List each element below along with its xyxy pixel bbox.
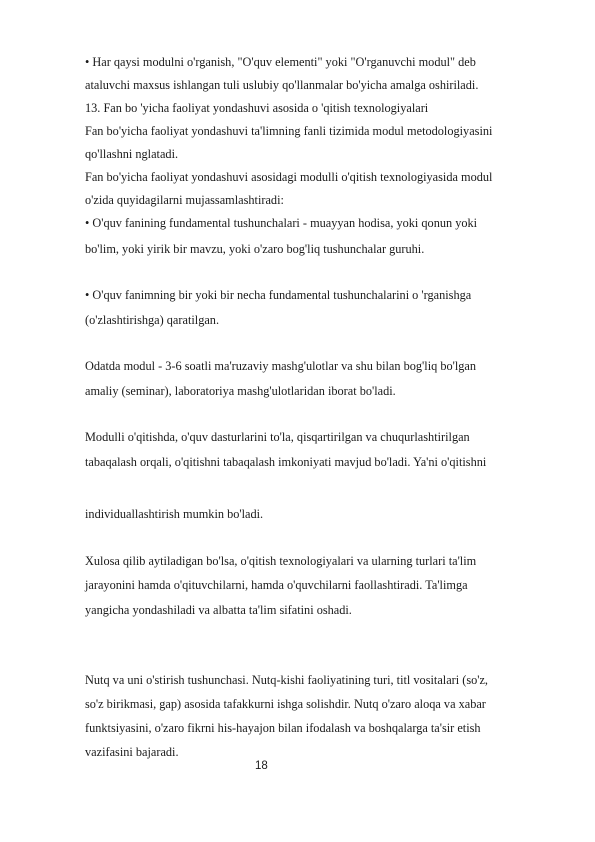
text-line: o'zida quyidagilarni mujassamlashtiradi: (85, 193, 284, 207)
text-line: amaliy (seminar), laboratoriya mashg'ulotlaridan iborat bo'ladi. (85, 384, 396, 398)
text-line: Odatda modul - 3-6 soatli ma'ruzaviy mashg'ulotlar va shu bilan bog'liq bo'lgan (85, 359, 477, 373)
text-line: yangicha yondashiladi va albatta ta'lim sifatini oshadi. (85, 603, 352, 617)
text-line: Nutq va uni o'stirish tushunchasi. Nutq-kishi faoliyatining turi, titl vositalari (so'z, (85, 673, 489, 687)
text-line: • O'quv fanimning bir yoki bir necha fundamental tushunchalarini o 'rganishga (85, 288, 472, 302)
text-line: ataluvchi maxsus ishlangan tuli uslubiy qo'llanmalar bo'yicha amalga oshiriladi. (85, 78, 479, 92)
text-line: qo'llashni nglatadi. (85, 147, 179, 161)
text-line: (o'zlashtirishga) qaratilgan. (85, 313, 220, 327)
text-line: jarayonini hamda o'qituvchilarni, hamda o'quvchilarni faollashtiradi. Ta'limga (85, 578, 468, 592)
text-line: • Har qaysi modulni o'rganish, "O'quv elementi" yoki "O'rganuvchi modul" deb (85, 55, 476, 69)
text-line: tabaqalash orqali, o'qitishni tabaqalash imkoniyati mavjud bo'ladi. Ya'ni o'qitishni (85, 455, 487, 469)
text-line: funktsiyasini, o'zaro fikrni his-hayajon bilan ifodalash va boshqalarga ta'sir etish (85, 721, 481, 735)
text-line: • O'quv fanining fundamental tushunchalari - muayyan hodisa, yoki qonun yoki (85, 216, 478, 230)
text-line: Fan bo'yicha faoliyat yondashuvi asosidagi modulli o'qitish texnologiyasida modul (85, 170, 493, 184)
text-line: individuallashtirish mumkin bo'ladi. (85, 507, 264, 521)
text-line: Modulli o'qitishda, o'quv dasturlarini to'la, qisqartirilgan va chuqurlashtirilgan (85, 430, 470, 444)
page-number: 18 (255, 760, 268, 772)
text-line: Xulosa qilib aytiladigan bo'lsa, o'qitish texnologiyalari va ularning turlari ta'lim (85, 554, 477, 568)
text-line: Fan bo'yicha faoliyat yondashuvi ta'limning fanli tizimida modul metodologiyasini (85, 124, 493, 138)
text-line: so'z birikmasi, gap) asosida tafakkurni ishga solishdir. Nutq o'zaro aloqa va xabar (85, 697, 486, 711)
section-heading: 13. Fan bo 'yicha faoliyat yondashuvi asosida o 'qitish texnologiyalari (85, 101, 429, 115)
text-line: bo'lim, yoki yirik bir mavzu, yoki o'zaro bog'liq tushunchalar guruhi. (85, 242, 425, 256)
text-line: vazifasini bajaradi. (85, 745, 179, 759)
